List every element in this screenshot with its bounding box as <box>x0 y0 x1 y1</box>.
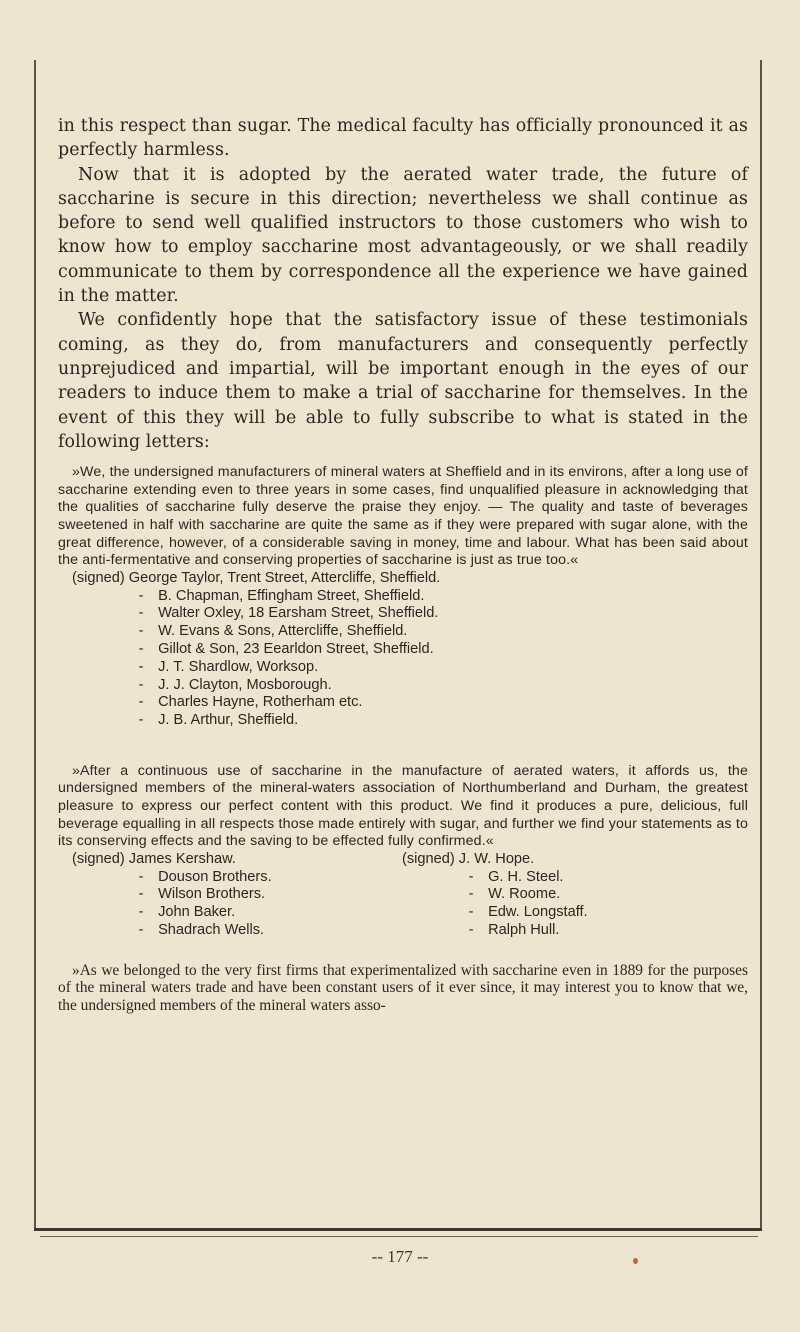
signature-line <box>72 694 748 712</box>
dash: - <box>138 605 144 622</box>
signature-line <box>72 605 748 623</box>
signatory: Walter Oxley, 18 Earsham Street, Sheffield. <box>158 605 439 622</box>
signatory: J. W. Hope. <box>458 850 535 867</box>
page-content <box>58 114 748 1015</box>
letter-2-signatures-left <box>72 851 402 940</box>
signed-label: (signed) <box>72 569 125 586</box>
dash: - <box>138 868 144 885</box>
signatory: J. T. Shardlow, Worksop. <box>158 658 319 675</box>
signatory: James Kershaw. <box>128 850 236 867</box>
letter-2-body: »After a continuous use of saccharine in the manufacture of aerated waters, it affords us, the undersigned members of the mineral-waters association of Northumberland and Durham, the greatest pleasure to express our perfect content with this product. We find it produces a pure, delicious, full beverage equalling in all respects those made entirely with sugar, and further we find your statements as to its conserving effects and the saving to be effected fully confirmed.« <box>58 762 748 850</box>
signature-line <box>72 588 748 606</box>
letter-2-signatures-right <box>402 851 732 940</box>
signed-label: (signed) <box>72 850 125 867</box>
signature-line <box>72 659 748 677</box>
signatory: Charles Hayne, Rotherham etc. <box>158 694 363 711</box>
letter-1-body: »We, the undersigned manufacturers of mineral waters at Sheffield and in its environs, after a long use of saccharine extending even to three years in some cases, find unqualified pleasure in acknowledging that the qualities of saccharine fully deserve the praise they enjoy. — The quality and taste of beverages sweetened in half with saccharine are quite the same as if they were prepared with sugar alone, with the great difference, however, of a considerable saving in money, time and labour. What has been said about the anti-fermentative and conserving properties of saccharine is just as true too.« <box>58 464 748 569</box>
dash: - <box>468 922 474 939</box>
paragraph-2: Now that it is adopted by the aerated water trade, the future of saccharine is secure in this direction; nevertheless we shall continue as before to send well qualified instructors to those customers who wish to know how to employ saccharine most advantageously, or we shall readily communicate to them by correspondence all the experience we have gained in the matter. <box>58 164 748 307</box>
page-border-bottom <box>34 1228 762 1231</box>
signatory: W. Evans & Sons, Attercliffe, Sheffield. <box>158 623 408 640</box>
signatory: W. Roome. <box>488 886 561 903</box>
signature-line <box>402 904 732 922</box>
signature-line <box>72 570 748 588</box>
signatory: G. H. Steel. <box>488 868 564 885</box>
letter-1-signatures <box>72 570 748 730</box>
page-number: -- 177 -- <box>371 1247 429 1266</box>
signatory: Shadrach Wells. <box>158 922 265 939</box>
dash: - <box>138 676 144 693</box>
signatory: John Baker. <box>158 904 236 921</box>
signed-label: (signed) <box>402 850 455 867</box>
dash: - <box>138 886 144 903</box>
signatory: Douson Brothers. <box>158 868 272 885</box>
letter-2-signatures <box>72 851 748 940</box>
signature-line <box>72 677 748 695</box>
signatory: J. B. Arthur, Sheffield. <box>158 712 299 729</box>
dash: - <box>468 886 474 903</box>
ink-speck <box>633 1258 638 1264</box>
signatory: George Taylor, Trent Street, Attercliffe, Sheffield. <box>128 569 441 586</box>
signatory: B. Chapman, Effingham Street, Sheffield. <box>158 587 425 604</box>
signature-line <box>72 904 402 922</box>
dash: - <box>138 623 144 640</box>
paragraph-1: in this respect than sugar. The medical faculty has officially pronounced it as perfectly harmless. <box>58 116 748 161</box>
signature-line <box>72 869 402 887</box>
signatory: Ralph Hull. <box>488 922 560 939</box>
dash: - <box>138 694 144 711</box>
dash: - <box>138 587 144 604</box>
signature-line <box>72 623 748 641</box>
dash: - <box>138 904 144 921</box>
signature-line <box>72 641 748 659</box>
signature-line <box>402 922 732 940</box>
letter-3-body: »As we belonged to the very first firms that experimentalized with saccharine even in 1889 for the purposes of the mineral waters trade and have been constant users of it ever since, it may interest you to know that we, the undersigned members of the mineral waters asso- <box>58 961 748 1015</box>
dash: - <box>138 712 144 729</box>
signatory: Wilson Brothers. <box>158 886 266 903</box>
dash: - <box>468 904 474 921</box>
signatory: J. J. Clayton, Mosborough. <box>158 676 332 693</box>
signatory: Edw. Longstaff. <box>488 904 588 921</box>
dash: - <box>138 640 144 657</box>
signature-line <box>402 886 732 904</box>
signature-line <box>72 886 402 904</box>
signature-line <box>72 922 402 940</box>
paragraph-3: We confidently hope that the satisfactory issue of these testimonials coming, as they do, from manufacturers and consequently perfectly unprejudiced and impartial, will be important enough in the eyes of our readers to induce them to make a trial of saccharine for themselves. In the event of this they will be able to fully subscribe to what is stated in the following letters: <box>58 310 748 452</box>
page-border-rule <box>40 1236 758 1237</box>
dash: - <box>138 658 144 675</box>
signatory: Gillot & Son, 23 Eearldon Street, Sheffield. <box>158 640 434 657</box>
signature-line <box>72 851 402 869</box>
signature-line <box>402 851 732 869</box>
dash: - <box>138 922 144 939</box>
signature-line <box>402 869 732 887</box>
signature-line <box>72 712 748 730</box>
dash: - <box>468 868 474 885</box>
